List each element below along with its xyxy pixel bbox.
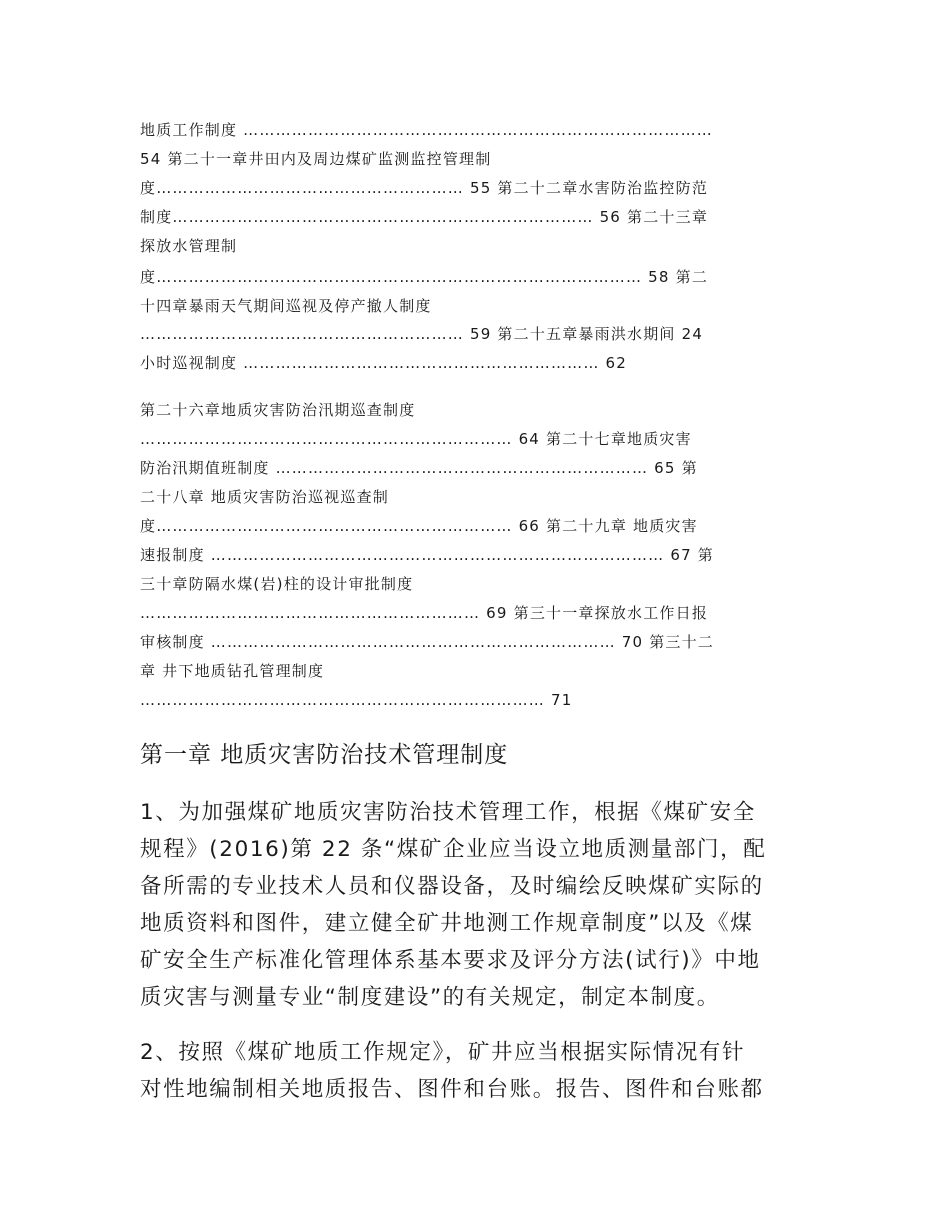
toc-line: …………………………………………………… 59 第二十五章暴雨洪水期间 24 bbox=[140, 325, 704, 343]
toc-line: 度………………………………………………… 55 第二十二章水害防治监控防范 bbox=[140, 179, 709, 197]
toc-line: ……………………………………………………… 69 第三十一章探放水工作日报 bbox=[140, 604, 709, 622]
toc-line: 三十章防隔水煤(岩)柱的设计审批制度 bbox=[140, 575, 414, 593]
body-line: 矿安全生产标准化管理体系基本要求及评分方法(试行)》中地 bbox=[140, 948, 761, 973]
chapter-heading: 第一章 地质灾害防治技术管理制度 bbox=[140, 742, 509, 768]
body-line: 备所需的专业技术人员和仪器设备，及时编绘反映煤矿实际的 bbox=[140, 874, 764, 899]
toc-line: ………………………………………………………………… 71 bbox=[140, 691, 573, 709]
toc-line: 防治汛期值班制度 …………………………………………………………… 65 第 bbox=[140, 459, 698, 477]
body-line: 规程》(2016)第 22 条“煤矿企业应当设立地质测量部门，配 bbox=[140, 837, 767, 862]
toc-line: 探放水管理制 bbox=[140, 237, 238, 255]
body-line: 地质资料和图件，建立健全矿井地测工作规章制度”以及《煤 bbox=[140, 911, 754, 936]
toc-line: 十四章暴雨天气期间巡视及停产撤人制度 bbox=[140, 297, 432, 315]
body-line: 2、按照《煤矿地质工作规定》，矿井应当根据实际情况有针 bbox=[140, 1040, 746, 1065]
toc-line: 二十八章 地质灾害防治巡视巡查制 bbox=[140, 488, 389, 506]
body-line: 1、为加强煤矿地质灾害防治技术管理工作，根据《煤矿安全 bbox=[140, 800, 756, 825]
toc-line: 审核制度 ………………………………………………………………… 70 第三十二 bbox=[140, 633, 714, 651]
toc-line: 制度…………………………………………………………………… 56 第二十三章 bbox=[140, 208, 709, 226]
toc-line: 小时巡视制度 ………………………………………………………… 62 bbox=[140, 354, 628, 372]
toc-line: 第二十六章地质灾害防治汛期巡查制度 bbox=[140, 401, 416, 419]
toc-line: 速报制度 ………………………………………………………………………… 67 第 bbox=[140, 546, 714, 564]
toc-line: 地质工作制度 …………………………………………………………………………… bbox=[140, 121, 713, 139]
toc-line: 度………………………………………………………… 66 第二十九章 地质灾害 bbox=[140, 517, 698, 535]
toc-line: …………………………………………………………… 64 第二十七章地质灾害 bbox=[140, 430, 692, 448]
toc-line: 54 第二十一章井田内及周边煤矿监测监控管理制 bbox=[140, 150, 492, 168]
body-line: 质灾害与测量专业“制度建设”的有关规定，制定本制度。 bbox=[140, 985, 720, 1010]
body-line: 对性地编制相关地质报告、图件和台账。报告、图件和台账都 bbox=[140, 1077, 764, 1102]
toc-line: 章 井下地质钻孔管理制度 bbox=[140, 662, 325, 680]
toc-line: 度……………………………………………………………………………… 58 第二 bbox=[140, 268, 709, 286]
